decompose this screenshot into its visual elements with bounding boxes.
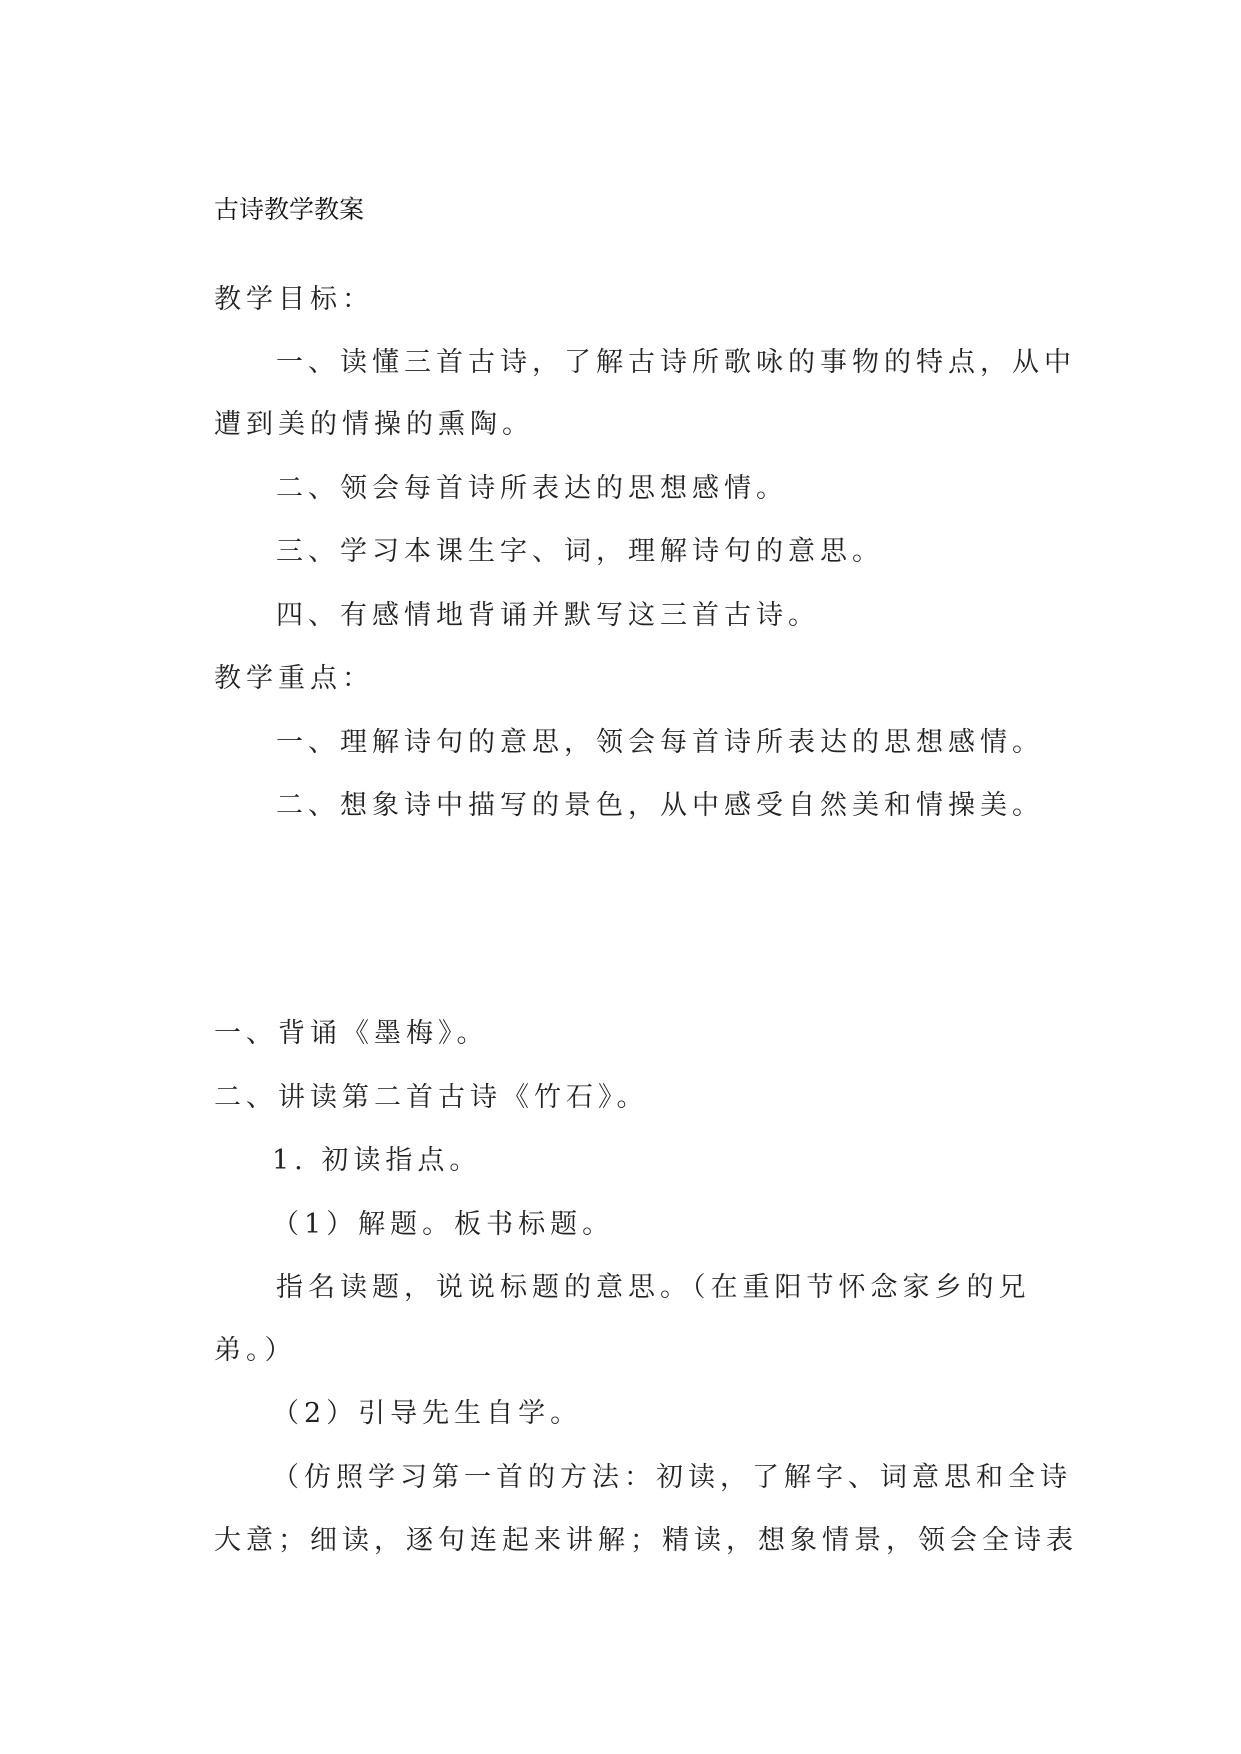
step-2-sub-1-item-1: （1）解题。板书标题。 bbox=[272, 1209, 615, 1240]
document-title: 古诗教学教案 bbox=[214, 195, 365, 224]
focus-item-1: 一、理解诗句的意思，领会每首诗所表达的思想感情。 bbox=[276, 727, 1044, 758]
goal-item-1-continued: 遭到美的情操的熏陶。 bbox=[214, 409, 534, 440]
focus-item-2: 二、想象诗中描写的景色，从中感受自然美和情操美。 bbox=[276, 790, 1044, 821]
goal-item-3: 三、学习本课生字、词，理解诗句的意思。 bbox=[276, 536, 884, 567]
focus-heading: 教学重点： bbox=[214, 663, 374, 694]
paragraph-self-study: （仿照学习第一首的方法：初读，了解字、词意思和全诗 bbox=[272, 1462, 1072, 1493]
goal-item-4: 四、有感情地背诵并默写这三首古诗。 bbox=[276, 600, 820, 631]
step-2: 二、讲读第二首古诗《竹石》。 bbox=[214, 1082, 649, 1113]
paragraph-self-study-continued: 大意；细读，逐句连起来讲解；精读，想象情景，领会全诗表 bbox=[214, 1525, 1078, 1556]
step-2-sub-1: 1. 初读指点。 bbox=[272, 1145, 482, 1176]
paragraph-title-meaning-continued: 弟。） bbox=[214, 1335, 297, 1366]
goal-item-2: 二、领会每首诗所表达的思想感情。 bbox=[276, 473, 788, 504]
paragraph-title-meaning: 指名读题，说说标题的意思。（在重阳节怀念家乡的兄 bbox=[276, 1272, 1031, 1303]
goals-heading: 教学目标： bbox=[214, 284, 374, 315]
goal-item-1: 一、读懂三首古诗，了解古诗所歌咏的事物的特点，从中 bbox=[276, 347, 1076, 378]
step-2-sub-1-item-2: （2）引导先生自学。 bbox=[272, 1398, 583, 1429]
step-1: 一、背诵《墨梅》。 bbox=[214, 1018, 489, 1049]
